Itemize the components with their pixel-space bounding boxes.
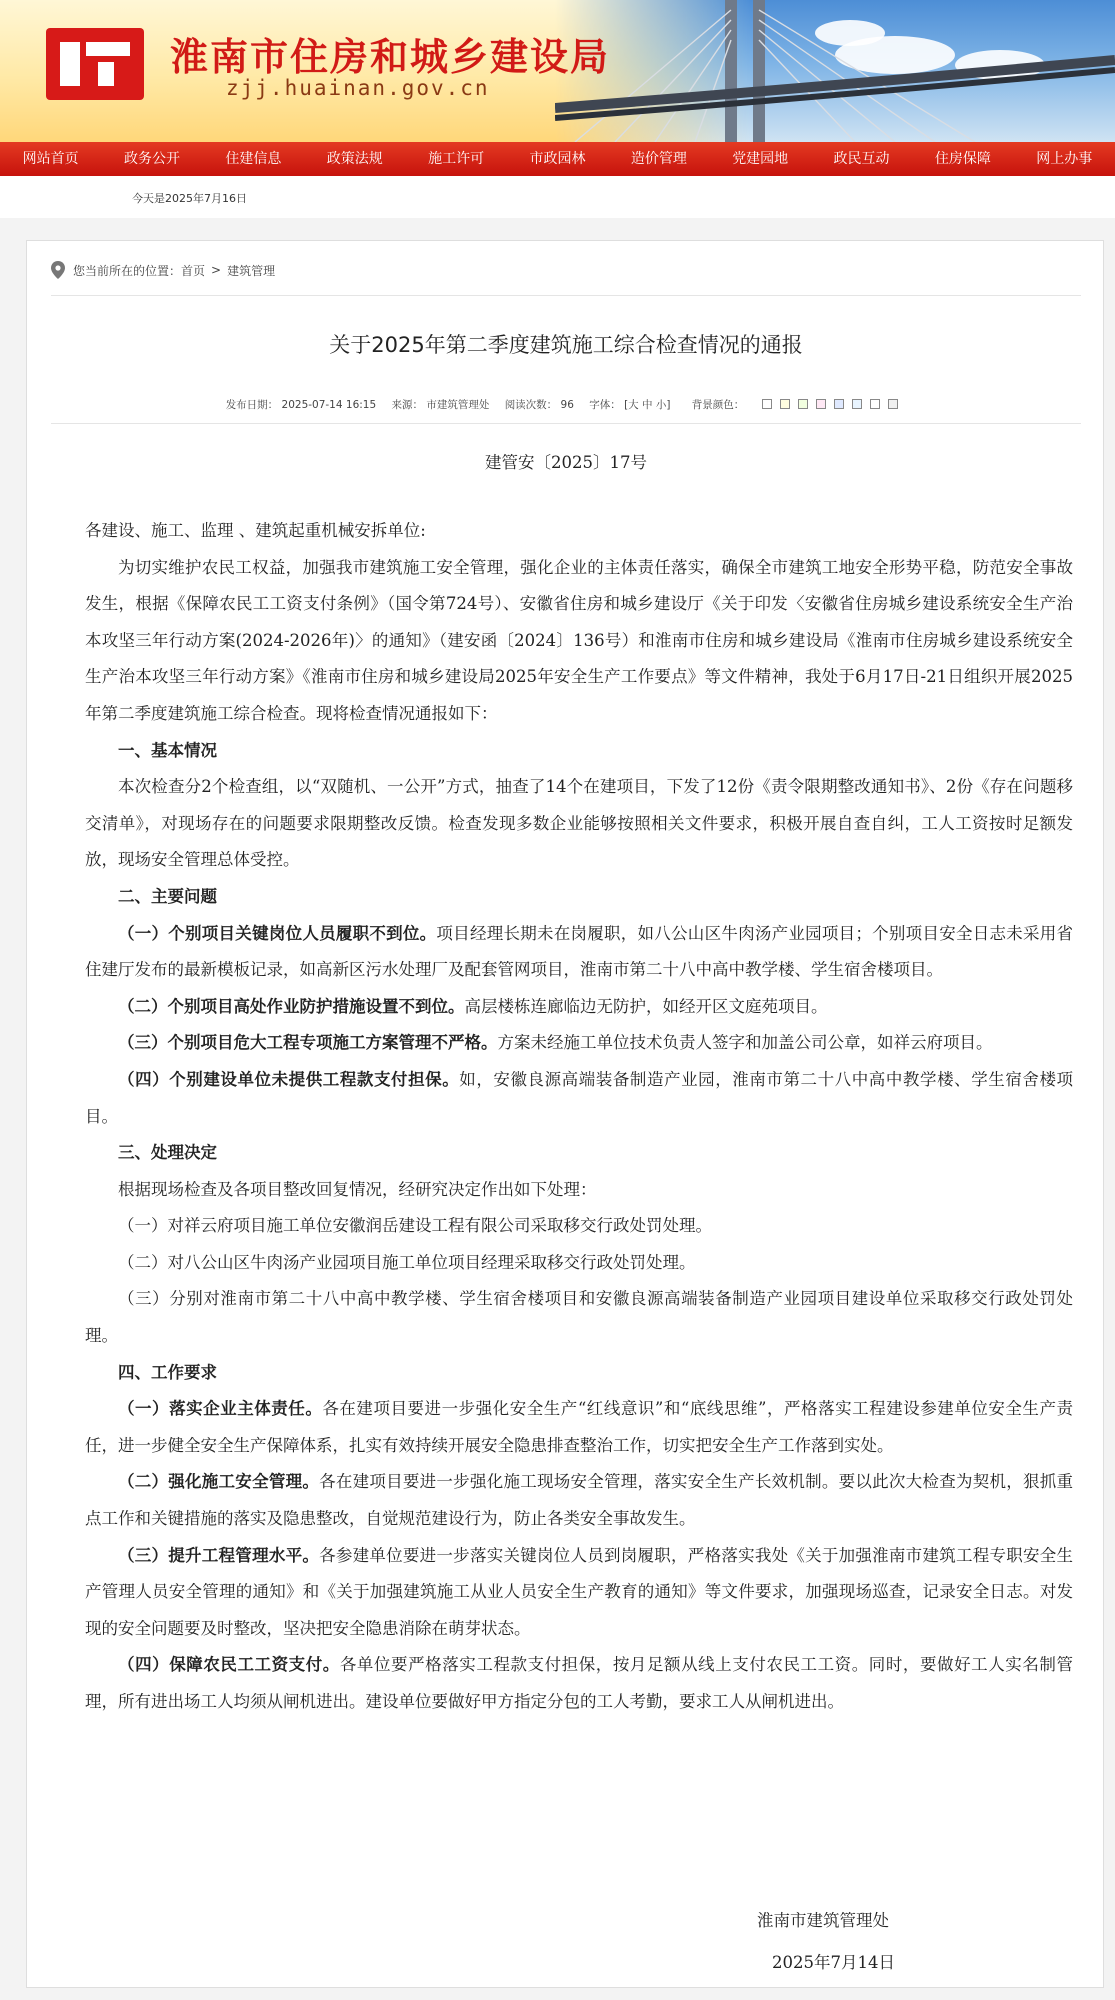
breadcrumb-current-link[interactable]: 建筑管理 — [227, 263, 276, 278]
list-item: （三）提升工程管理水平。各参建单位要进一步落实关键岗位人员到岗履职，严格落实我处《关于加强淮南市建筑工程专职安全生产管理人员安全管理的通知》和《关于加强建筑施工从业人员安全生产教育的通知》等文件要求，加强现场巡查，记录安全日志。对发现的安全问题要及时整改，坚决把安全隐患消除在萌芽状态。 — [85, 1545, 1074, 1638]
bg-color-swatch[interactable] — [762, 399, 772, 409]
bg-color-swatches[interactable] — [756, 399, 900, 411]
breadcrumb-prefix: 您当前所在的位置： — [73, 263, 182, 278]
bridge-illustration — [555, 0, 1115, 142]
nav-item-policy[interactable]: 政策法规 — [326, 151, 383, 167]
font-size-switch[interactable]: 字体： [大 中 小] — [589, 399, 671, 411]
paragraph: 本次检查分2个检查组，以“双随机、一公开”方式，抽查了14个在建项目，下发了12份《责令限期整改通知书》、2份《存在问题移交清单》，对现场存在的问题要求限期整改反馈。检查发现多数企业能够按照相关文件要求，积极开展自查自纠，工人工资按时足额发放，现场安全管理总体受控。 — [85, 777, 1073, 870]
list-item: （一）个别项目关键岗位人员履职不到位。项目经理长期未在岗履职，如八公山区牛肉汤产业园项目；个别项目安全日志未采用省住建厅发布的最新模板记录，如高新区污水处理厂及配套管网项目，淮南市第二十八中高中教学楼、学生宿舍楼项目。 — [85, 923, 1074, 980]
nav-item-permit[interactable]: 施工许可 — [428, 151, 485, 167]
list-item: （二）个别项目高处作业防护措施设置不到位。高层楼栋连廊临边无防护，如经开区文庭苑项目。 — [118, 996, 828, 1016]
list-item: （四）保障农民工工资支付。各单位要严格落实工程款支付担保，按月足额从线上支付农民工工资。同时，要做好工人实名制管理，所有进出场工人均须从闸机进出。建设单位要做好甲方指定分包的工人考勤，要求工人从闸机进出。 — [85, 1655, 1074, 1711]
article-panel — [26, 240, 1104, 1988]
paragraph: 根据现场检查及各项目整改回复情况，经研究决定作出如下处理： — [118, 1179, 597, 1199]
intro-paragraph: 为切实维护农民工权益，加强我市建筑施工安全管理，强化企业的主体责任落实，确保全市建筑工地安全形势平稳，防范安全事故发生，根据《保障农民工工资支付条例》（国令第724号）、安徽省住房和城乡建设厅《关于印发〈安徽省住房城乡建设系统安全生产治本攻坚三年行动方案(2024-2026年)〉的通知》（建安函〔2024〕136号）和淮南市住房和城乡建设局《淮南市住房城乡建设系统安全生产治本攻坚三年行动方案》《淮南市住房和城乡建设局2025年安全生产工作要点》等文件精神，我处于6月17日-21日组织开展2025年第二季度建筑施工综合检查。现将检查情况通报如下： — [85, 557, 1073, 723]
salutation: 各建设、施工、监理 、建筑起重机械安拆单位: — [85, 521, 426, 540]
nav-item-gov-open[interactable]: 政务公开 — [124, 151, 181, 167]
bg-color-swatch[interactable] — [834, 399, 844, 409]
nav-item-housing[interactable]: 住房保障 — [934, 151, 991, 167]
divider — [51, 295, 1081, 296]
bg-color-swatch[interactable] — [798, 399, 808, 409]
section-heading: 一、基本情况 — [118, 740, 217, 760]
source: 来源： 市建筑管理处 — [391, 399, 490, 411]
breadcrumb-separator: > — [211, 263, 222, 277]
list-item: （一）落实企业主体责任。各在建项目要进一步强化安全生产“红线意识”和“底线思维”，严格落实工程建设参建单位安全生产责任，进一步健全安全生产保障体系，扎实有效持续开展安全隐患排查整治工作，切实把安全生产工作落到实处。 — [85, 1399, 1073, 1455]
section-heading: 二、主要问题 — [118, 886, 217, 906]
date-bar — [0, 176, 1115, 218]
nav-item-construction-info[interactable]: 住建信息 — [225, 151, 282, 167]
bg-color-swatch[interactable] — [888, 399, 898, 409]
today-date: 今天是2025年7月16日 — [132, 192, 247, 205]
list-item: （三）分别对淮南市第二十八中高中教学楼、学生宿舍楼项目和安徽良源高端装备制造产业园项目建设单位采取移交行政处罚处理。 — [85, 1289, 1073, 1346]
article-title: 关于2025年第二季度建筑施工综合检查情况的通报 — [329, 333, 803, 357]
site-title: 淮南市住房和城乡建设局 — [170, 34, 611, 79]
nav-item-home[interactable]: 网站首页 — [22, 151, 79, 167]
site-domain: zjj.huainan.gov.cn — [226, 76, 490, 100]
list-item: （三）个别项目危大工程专项施工方案管理不严格。方案未经施工单位技术负责人签字和加盖公司公章，如祥云府项目。 — [118, 1033, 993, 1053]
bg-color-swatch[interactable] — [780, 399, 790, 409]
document-number: 建管安〔2025〕17号 — [485, 453, 647, 472]
nav-item-party[interactable]: 党建园地 — [732, 151, 789, 167]
site-header-banner — [0, 0, 1115, 142]
breadcrumb-home-link[interactable]: 首页 — [181, 263, 206, 278]
bg-color-swatch[interactable] — [816, 399, 826, 409]
breadcrumb — [51, 261, 275, 279]
nav-item-interaction[interactable]: 政民互动 — [833, 151, 890, 167]
list-item: （二）强化施工安全管理。各在建项目要进一步强化施工现场安全管理，落实安全生产长效机制。要以此次大检查为契机，狠抓重点工作和关键措施的落实及隐患整改，自觉规范建设行为，防止各类安全事故发生。 — [85, 1472, 1074, 1529]
article-meta — [27, 397, 1105, 412]
article-body — [85, 513, 1073, 1721]
main-nav — [0, 142, 1115, 176]
nav-item-online[interactable]: 网上办事 — [1036, 151, 1093, 167]
list-item: （四）个别建设单位未提供工程款支付担保。如，安徽良源高端装备制造产业园，淮南市第二十八中高中教学楼、学生宿舍楼项目。 — [85, 1069, 1074, 1126]
section-heading: 三、处理决定 — [118, 1143, 217, 1163]
map-pin-icon — [51, 261, 65, 279]
list-item: （二）对八公山区牛肉汤产业园项目施工单位项目经理采取移交行政处罚处理。 — [118, 1252, 696, 1272]
publish-date: 发布日期： 2025-07-14 16:15 — [225, 399, 377, 411]
bg-color-swatch[interactable] — [852, 399, 862, 409]
nav-item-cost[interactable]: 造价管理 — [630, 151, 687, 167]
site-logo[interactable] — [46, 28, 144, 100]
view-count: 阅读次数： 96 — [504, 399, 574, 411]
bg-color-swatch[interactable] — [870, 399, 880, 409]
section-heading: 四、工作要求 — [118, 1362, 217, 1382]
list-item: （一）对祥云府项目施工单位安徽润岳建设工程有限公司采取移交行政处罚处理。 — [118, 1216, 712, 1236]
divider — [51, 423, 1081, 424]
signature-date: 2025年7月14日 — [772, 1953, 895, 1972]
nav-item-municipal[interactable]: 市政园林 — [529, 151, 586, 167]
signature-org: 淮南市建筑管理处 — [757, 1911, 889, 1930]
bg-color-label: 背景颜色： — [686, 399, 907, 411]
